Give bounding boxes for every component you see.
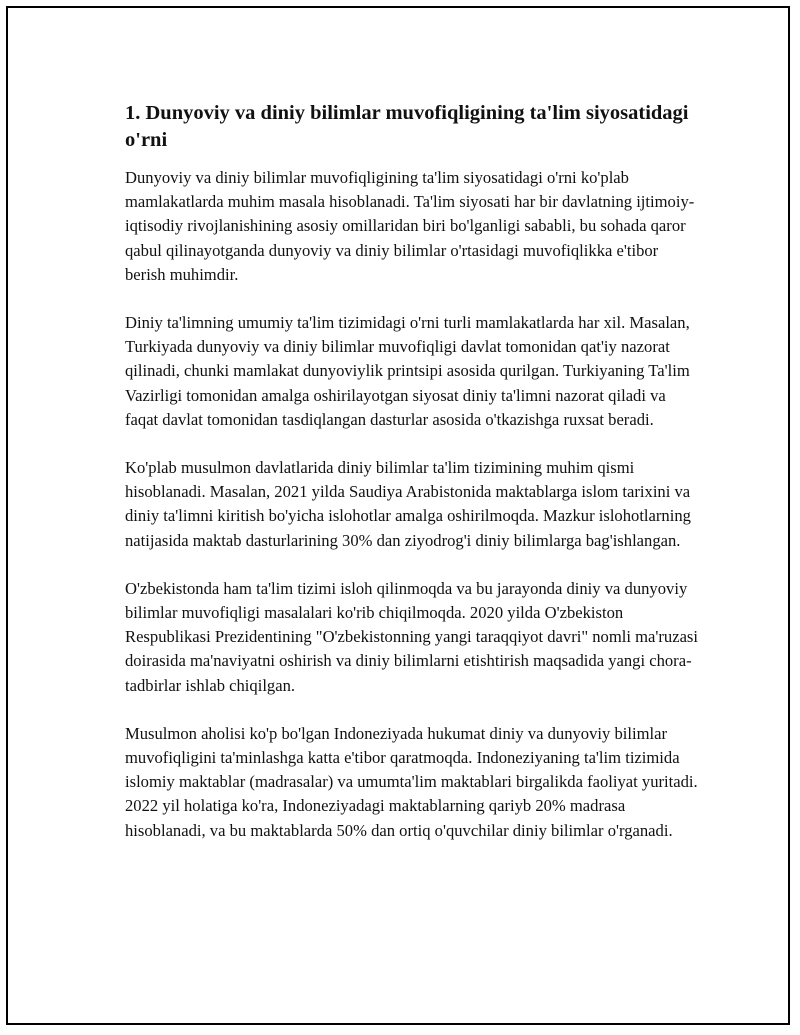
page-frame bbox=[6, 6, 790, 1025]
paragraph-1: Dunyoviy va diniy bilimlar muvofiqligining ta'lim siyosatidagi o'rni ko'plab mamlakatlarda muhim masala hisoblanadi. Ta'lim siyosati har bir davlatning ijtimoiy-iqtisodiy rivojlanishining asosiy omillaridan biri bo'lganligi sababli, bu sohada qaror qabul qilinayotganda dunyoviy va diniy bilimlar o'rtasidagi muvofiqlikka e'tibor berish muhimdir. bbox=[125, 168, 695, 284]
paragraph-4: O'zbekistonda ham ta'lim tizimi isloh qilinmoqda va bu jarayonda diniy va dunyoviy bilimlar muvofiqligi masalalari ko'rib chiqilmoqda. 2020 yilda O'zbekiston Respublikasi Prezidentining "O'zbekistonning yangi taraqqiyot davri" nomli ma'ruzasi doirasida ma'naviyatni oshirish va diniy bilimlarni etishtirish maqsadida yangi chora-tadbirlar ishlab chiqilgan. bbox=[125, 578, 699, 695]
section-title: 1. Dunyoviy va diniy bilimlar muvofiqligining ta'lim siyosatidagi o'rni bbox=[125, 102, 689, 151]
paragraph-5: Musulmon aholisi ko'p bo'lgan Indoneziyada hukumat diniy va dunyoviy bilimlar muvofiqligini ta'minlashga katta e'tibor qaratmoqda. Indoneziyaning ta'lim tizimida islomiy maktablar (madrasalar) va umumta'lim maktablari birgalikda faoliyat yuritadi. 2022 yil holatiga ko'ra, Indoneziyadagi maktablarning qariyb 20% madrasa hisoblanadi, va bu maktablarda 50% dan ortiq o'quvchilar diniy bilimlar o'rganadi. bbox=[125, 723, 698, 840]
paragraph-2: Diniy ta'limning umumiy ta'lim tizimidagi o'rni turli mamlakatlarda har xil. Masalan, Turkiyada dunyoviy va diniy bilimlar muvofiqligi davlat tomonidan qat'iy nazorat qilinadi, chunki mamlakat dunyoviylik printsipi asosida qurilgan. Turkiyaning Ta'lim Vazirligi tomonidan amalga oshirilayotgan siyosat diniy ta'limni nazorat qiladi va faqat davlat tomonidan tasdiqlangan dasturlar asosida o'tkazishga ruxsat beradi. bbox=[125, 313, 690, 429]
paragraph-3: Ko'plab musulmon davlatlarida diniy bilimlar ta'lim tizimining muhim qismi hisoblanadi. Masalan, 2021 yilda Saudiya Arabistonida maktablarga islom tarixini va diniy ta'limni kiritish bo'yicha islohotlar amalga oshirilmoqda. Mazkur islohotlarning natijasida maktab dasturlarining 30% dan ziyodrog'i diniy bilimlarga bag'ishlangan. bbox=[125, 458, 691, 550]
document-body bbox=[125, 100, 700, 867]
